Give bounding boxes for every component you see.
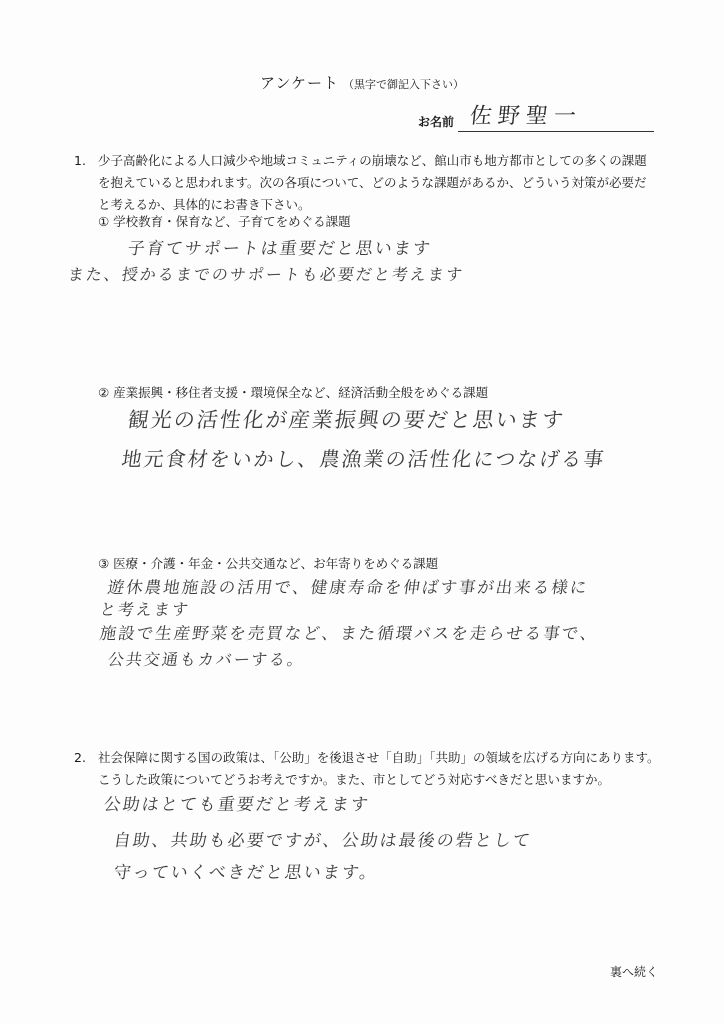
title-subtitle: （黒字で御記入下さい） xyxy=(343,78,465,91)
question-2-line: 社会保障に関する国の政策は、「公助」を後退させ「自助」「共助」の領域を広げる方向にあります。 xyxy=(98,750,660,765)
section-1-answer-line: 子育てサポートは重要だと思います xyxy=(126,239,434,259)
section-3-heading: ③ 医療・介護・年金・公共交通など、お年寄りをめぐる課題 xyxy=(98,556,439,571)
question-2-answer-line: 公助はとても重要だと考えます xyxy=(102,795,372,815)
section-1-answer-line: また、授かるまでのサポートも必要だと考えます xyxy=(66,265,466,284)
question-2-number: 2. xyxy=(74,750,86,765)
page-title xyxy=(0,72,724,93)
section-3-answer-line: 遊休農地施設の活用で、健康寿命を伸ばす事が出来る様に xyxy=(106,578,590,597)
section-3-answer-line: 施設で生産野菜を売買など、また循環バスを走らせる事で、 xyxy=(98,624,600,643)
question-1-line: と考えるか、具体的にお書き下さい。 xyxy=(98,197,311,212)
section-3-answer-line: 公共交通もカバーする。 xyxy=(106,650,307,669)
question-1-line: 少子高齢化による人口減少や地域コミュニティの崩壊など、館山市も地方都市としての多くの課題 xyxy=(98,153,647,168)
title-main: アンケート xyxy=(259,74,340,92)
question-2-answer-line: 守っていくべきだと思います。 xyxy=(112,863,380,883)
section-3-answer-line: と考えます xyxy=(98,600,192,619)
section-1-heading: ① 学校教育・保育など、子育てをめぐる課題 xyxy=(98,214,351,229)
section-2-answer-line: 地元食材をいかし、農漁業の活性化につなげる事 xyxy=(120,447,608,471)
question-1-line: を抱えていると思われます。次の各項について、どのような課題があるか、どういう対策が必要だ xyxy=(98,175,647,190)
question-2-line: こうした政策についてどうお考えですか。また、市としてどう対応すべきだと思いますか。 xyxy=(98,772,611,787)
question-2-answer-line: 自助、共助も必要ですが、公助は最後の砦として xyxy=(112,831,534,851)
question-1-number: 1. xyxy=(74,153,86,168)
name-label: お名前 xyxy=(418,115,455,129)
name-field xyxy=(418,104,654,134)
continue-note: 裏へ続く xyxy=(609,965,658,979)
section-2-answer-line: 観光の活性化が産業振興の要だと思います xyxy=(126,408,567,432)
handwritten-name: 佐野聖一 xyxy=(468,104,584,129)
section-2-heading: ② 産業振興・移住者支援・環境保全など、経済活動全般をめぐる課題 xyxy=(98,385,489,400)
name-underline xyxy=(458,131,654,132)
